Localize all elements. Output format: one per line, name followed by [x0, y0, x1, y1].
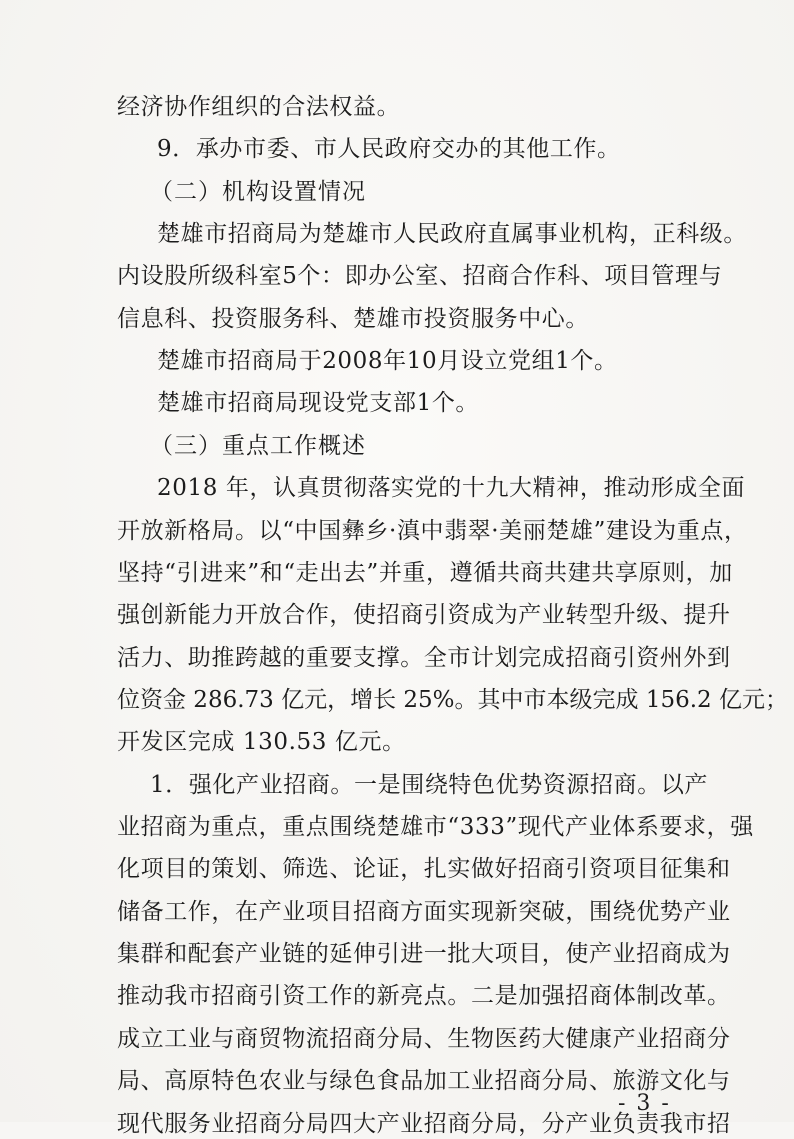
- paragraph-line-7: 强创新能力开放合作，使招商引资成为产业转型升级、提升: [117, 602, 731, 629]
- paragraph-line-10: 开发区完成 130.53 亿元。: [117, 729, 406, 756]
- paragraph-party-group: 楚雄市招商局于2008年10月设立党组1个。: [157, 348, 618, 375]
- section-heading-3: （三）重点工作概述: [150, 432, 366, 459]
- paragraph-line-12: 化项目的策划、筛选、论证，扎实做好招商引资项目征集和: [117, 856, 731, 883]
- paragraph-line-8: 活力、助推跨越的重要支撑。全市计划完成招商引资州外到: [117, 644, 731, 671]
- paragraph-line-1: 楚雄市招商局为楚雄市人民政府直属事业机构，正科级。: [157, 221, 747, 248]
- paragraph-line-6: 坚持“引进来”和“走出去”并重，遵循共商共建共享原则，加: [117, 559, 733, 586]
- page-number: - 3 -: [618, 1091, 671, 1116]
- paragraph-line-9: 位资金 286.73 亿元，增长 25%。其中市本级完成 156.2 亿元；: [117, 686, 788, 713]
- paragraph-line-4: 2018 年，认真贯彻落实党的十九大精神，推动形成全面: [157, 475, 746, 502]
- paragraph-line-17: 局、高原特色农业与绿色食品加工业招商分局、旅游文化与: [117, 1068, 731, 1095]
- list-item-1: 1．强化产业招商。一是围绕特色优势资源招商。以产: [150, 771, 709, 798]
- paragraph-line-15: 推动我市招商引资工作的新亮点。二是加强招商体制改革。: [117, 983, 731, 1010]
- paragraph-line-5: 开放新格局。以“中国彝乡·滇中翡翠·美丽楚雄”建设为重点，: [117, 517, 748, 544]
- paragraph-line-18: 现代服务业招商分局四大产业招商分局，分产业负责我市招: [117, 1110, 731, 1137]
- text-line-1: 经济协作组织的合法权益。: [117, 94, 401, 120]
- paragraph-line-16: 成立工业与商贸物流招商分局、生物医药大健康产业招商分: [117, 1025, 731, 1052]
- section-heading-2: （二）机构设置情况: [150, 178, 366, 205]
- paragraph-line-13: 储备工作，在产业项目招商方面实现新突破，围绕优势产业: [117, 898, 731, 925]
- paragraph-line-3: 信息科、投资服务科、楚雄市投资服务中心。: [117, 305, 589, 332]
- paragraph-line-11: 业招商为重点，重点围绕楚雄市“333”现代产业体系要求，强: [117, 814, 754, 841]
- list-item-9: 9．承办市委、市人民政府交办的其他工作。: [157, 136, 621, 163]
- paragraph-line-14: 集群和配套产业链的延伸引进一批大项目，使产业招商成为: [117, 941, 731, 968]
- paragraph-party-branch: 楚雄市招商局现设党支部1个。: [157, 390, 480, 417]
- paragraph-line-2: 内设股所级科室5个：即办公室、招商合作科、项目管理与: [117, 263, 723, 290]
